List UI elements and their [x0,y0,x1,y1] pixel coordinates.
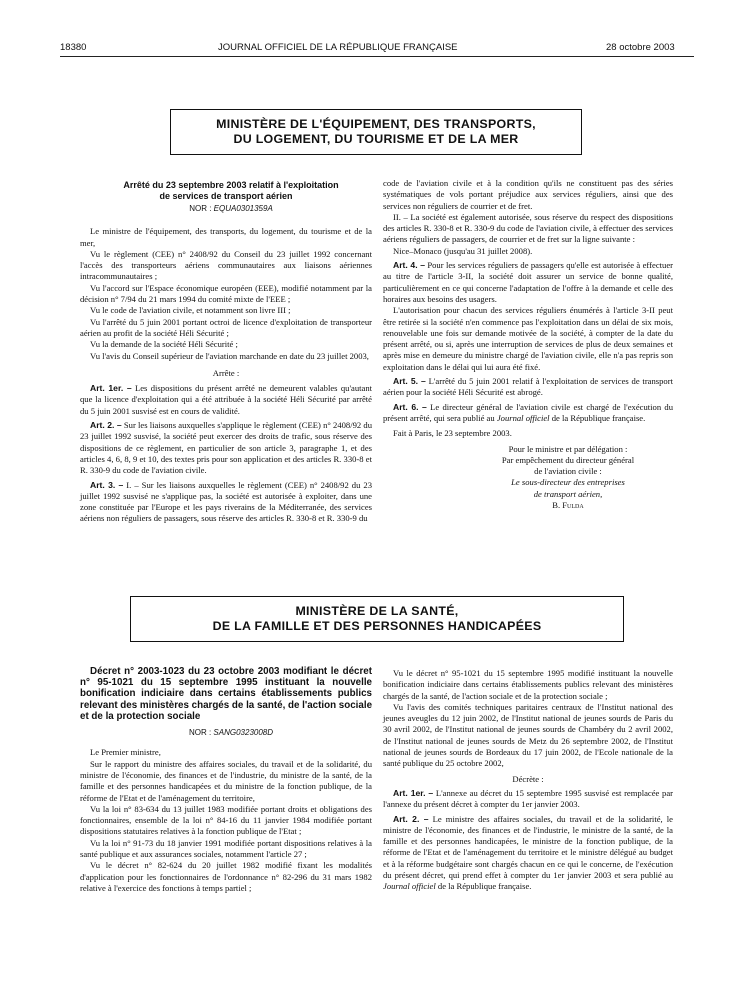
ministry-heading-box [130,596,624,642]
article [383,260,673,305]
article-label: Art. 2. – [393,813,429,824]
signature-line: de l'aviation civile : [534,466,602,477]
article-text: L'arrêté du 5 juin 2001 relatif à l'exploitation de services de transport aérien pour la société Héli Sécurité est abrogé. [383,376,673,398]
nor-reference [80,203,372,214]
ministry-heading-line: DE LA FAMILLE ET DES PERSONNES HANDICAPÉES [212,619,542,633]
article-text: Pour les services réguliers de passagers qu'elle est autorisée à effectuer au titre de l'article 3-II, la société doit assurer un service de bonne qualité, particulièrement en ce qui concerne l'adaptation de l'offre à la demande et celle des horaires aux besoins des usagers. [383,260,673,304]
article-text: Le directeur général de l'aviation civile est chargé de l'exécution du présent arrêté, qui sera publié au [383,401,674,423]
article-text: de la République française. [435,881,532,892]
signature-line: Par empêchement du directeur général [501,454,635,465]
section2-left-column [80,666,372,894]
article-label: Art. 4. – [393,260,425,271]
preamble-paragraph: Vu l'avis du Conseil supérieur de l'aviation marchande en date du 23 juillet 2003, [90,350,369,361]
section2-right-column [383,668,673,893]
arrete-title [80,180,372,201]
ministry-heading-box [170,109,582,155]
article [80,383,372,417]
preamble-paragraph: Vu la loi n° 91-73 du 18 janvier 1991 modifiée portant dispositions relatives à la santé publique et aux assurances sociales, notamment l'article 27 ; [80,837,372,859]
article-label: Art. 1er. – [90,383,132,394]
article-paragraph: L'autorisation pour chacun des services réguliers énumérés à l'article 3-II peut être retirée si la société n'en commence pas l'exploitation dans un délai de six mois, renouvelable une fois sur demande motivée de la société, à compter de la date du présent arrêté, ou si, après une interruption de services de plus de deux semaines et après mise en demeure du ministre chargé de l'aviation civile, elle n'a pas repris son exploitation dans le délai qui lui aura été fixé. [383,305,673,372]
preamble-paragraph: Vu le décret n° 95-1021 du 15 septembre 1995 modifié instituant la nouvelle bonification indiciaire dans certains établissements publics relevant des ministères chargés de la santé, de l'action sociale et de la protection sociale ; [383,668,673,701]
article [383,376,673,399]
article-text: I. – Sur les liaisons auxquelles le règlement (CEE) n° 2408/92 du 23 juillet 1992 susvisé ne s'applique pas, la société est autorisée à exploiter, dans une zone constituée par l'Europe et les pays riverains de la Méditerranée, des services aériens non réguliers de passagers, sous réserve des articles R. 330-8 et R. 330-9 du [80,479,372,524]
article-text: de la République française. [549,412,646,423]
page-number: 18380 [60,42,87,53]
preamble-paragraph: Vu la loi n° 83-634 du 13 juillet 1983 modifiée portant droits et obligations des fonctionnaires, ensemble de la loi n° 84-16 du 11 janvier 1984 modifiée portant dispositions statutaires relatives à la fonction publique de l'Etat ; [80,803,372,837]
article-label: Art. 3. – [90,479,124,490]
preamble-paragraph: Le Premier ministre, [90,747,161,758]
section1-left-column [80,180,372,525]
preamble-paragraph: Vu le règlement (CEE) n° 2408/92 du Conseil du 23 juillet 1992 concernant l'accès des transporteurs aériens communautaires aux liaisons aériennes intracommunautaires ; [80,248,372,282]
journal-name: Journal officiel [496,412,550,423]
article [383,402,673,425]
publication-date: 28 octobre 2003 [606,42,675,53]
journal-name: Journal officiel [383,881,436,892]
article-text: Le ministre des affaires sociales, du travail et de la solidarité, le ministre de l'économie, des finances et de l'industrie, le ministre de la santé, de la famille et des personnes handicapées, le ministre de la fonction publique, de la réforme de l'Etat et de l'aménagement du territoire et le ministre délégué au budget et à la réforme budgétaire sont chargés chacun en ce qui le concerne, de l'exécution du présent décret, qui prend effet à compter du 1er janvier 2003 et sera publié au [383,813,674,881]
article-text: Sur les liaisons auxquelles s'applique le règlement (CEE) n° 2408/92 du 23 juillet 1992 susvisé, la société peut exercer des droits de trafic, sous réserve des dispositions de ce règlement, en particulier de son article 3, paragraphe 1, et des articles 4, 6, 8, 9 et 10, des textes pris pour son application et des articles R. 330-8 et R. 330-9 du code de l'aviation civile. [80,420,372,476]
nor-reference [80,727,372,738]
arrete-title-line: Arrêté du 23 septembre 2003 relatif à l'exploitation [123,180,339,190]
nor-code: EQUA0301359A [213,204,273,213]
article [80,480,372,525]
ministry-heading-line: DU LOGEMENT, DU TOURISME ET DE LA MER [233,132,519,146]
article-label: Art. 1er. – [393,787,434,798]
header-rule [60,56,694,57]
article [383,788,673,811]
nor-code: SANG0323008D [213,728,274,738]
preamble-paragraph: Vu la demande de la société Héli Sécurité ; [90,339,238,350]
article-continuation: code de l'aviation civile et à la condition qu'ils ne constituent pas des séries systématiques de vols portant préjudice aux services réguliers, ainsi que des services non réguliers de courrier et de fret. [383,178,673,211]
preamble-paragraph: Vu le décret n° 82-624 du 20 juillet 1982 modifié fixant les modalités d'application pour les fonctionnaires de l'ordonnance n° 82-296 du 31 mars 1982 relative à l'exercice des fonctions à temps partiel ; [80,860,372,893]
article [383,814,673,893]
signature-line: Le sous-directeur des entreprises [511,477,625,488]
done-at: Fait à Paris, le 23 septembre 2003. [393,428,512,439]
signature-line: Pour le ministre et par délégation : [508,443,628,454]
route-line: Nice–Monaco (jusqu'au 31 juillet 2008). [393,245,533,256]
preamble-paragraph: Sur le rapport du ministre des affaires sociales, du travail et de la solidarité, du ministre de l'économie, des finances et de l'industrie, du ministre de la santé, de la famille et des personnes handicapées et du ministre de la fonction publique, de la réforme de l'Etat et de l'aménagement du territoire, [80,758,372,803]
preamble-paragraph: Le ministre de l'équipement, des transports, du logement, du tourisme et de la mer, [80,226,372,248]
arrete-word: Arrête : [212,367,240,378]
nor-label: NOR : [189,204,214,213]
article-label: Art. 5. – [393,376,426,387]
nor-label: NOR : [188,728,214,738]
signature-line: de transport aérien, [533,488,603,499]
decrete-word: Décrète : [512,773,544,784]
ministry-heading-line: MINISTÈRE DE LA SANTÉ, [295,604,459,619]
preamble-paragraph: Vu le code de l'aviation civile, et notamment son livre III ; [90,305,291,316]
section1-right-column [383,178,673,511]
article-label: Art. 2. – [90,420,122,431]
article-text: L'annexe au décret du 15 septembre 1995 susvisé est remplacée par l'annexe du présent décret à compter du 1er janvier 2003. [383,787,674,810]
article [80,420,372,476]
signature-block [473,444,663,512]
article-label: Art. 6. – [393,401,427,412]
preamble-paragraph: Vu l'avis des comités techniques paritaires centraux de l'Institut national des jeunes aveugles du 12 juin 2002, de l'Institut national de jeunes sourds de Paris du 30 avril 2002, de l'Institut national de jeunes sourds de Chambéry du 2 avril 2002, de l'Institut national de jeunes sourds de Metz du 26 septembre 2002, de l'Institut national de jeunes sourds de Bordeaux du 17 juin 2002, de l'Ecole nationale de la santé publique du 25 octobre 2002, [383,701,673,769]
journal-title: JOURNAL OFFICIEL DE LA RÉPUBLIQUE FRANÇAISE [218,42,458,53]
preamble-paragraph: Vu l'arrêté du 5 juin 2001 portant octroi de licence d'exploitation de transporteur aérien au profit de la société Héli Sécurité ; [80,316,372,338]
decree-title: Décret n° 2003-1023 du 23 octobre 2003 modifiant le décret n° 95-1021 du 15 septembre 1995 instituant la nouvelle bonification indiciaire dans certains établissements publics relevant des ministères chargés de la santé, de l'action sociale et de la protection sociale [80,666,373,722]
preamble-paragraph: Vu l'accord sur l'Espace économique européen (EEE), modifié notamment par la décision n° 7/94 du 21 mars 1994 du comité mixte de l'EEE ; [80,282,372,305]
arrete-title-line: de services de transport aérien [159,190,293,201]
article-text: Les dispositions du présent arrêté ne demeurent valables qu'autant que la licence d'exploitation qui a été attribuée à la société Héli Sécurité par arrêté du 5 juin 2001 susvisé est en cours de validité. [80,383,373,416]
article-paragraph: II. – La société est également autorisée, sous réserve du respect des dispositions des articles R. 330-8 et R. 330-9 du code de l'aviation civile, à effectuer des services aériens réguliers de passagers, de courrier et de fret sur la ligne suivante : [383,211,673,245]
ministry-heading-line: MINISTÈRE DE L'ÉQUIPEMENT, DES TRANSPORTS, [216,117,536,132]
signatory-name: B. Fulda [552,500,584,511]
